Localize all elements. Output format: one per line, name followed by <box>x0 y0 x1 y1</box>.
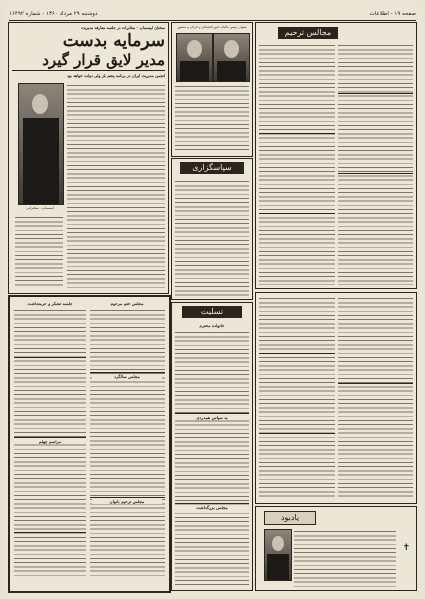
notices-right-col-1 <box>259 296 335 500</box>
page-number: صفحه ۱۹ - اطلاعات <box>369 11 416 17</box>
condolences-header: مجالس ترحیم <box>278 27 338 39</box>
memorial-section <box>255 506 417 591</box>
lead-headline-1: سرمایه بدست <box>62 31 165 51</box>
sympathy-body <box>175 330 249 587</box>
obit-left-col-2 <box>90 308 165 578</box>
issue-date: دوشنبه ۲۹ مرداد ۱۳۶۰ - شماره ۱۶۴۹۲ <box>9 11 98 17</box>
condolences-body-col-left <box>338 43 413 285</box>
memorial-header: یادبود <box>264 511 316 525</box>
lead-kicker: سخنان ابیسماپ - مخابرات در جلسه معارفه مدیریت <box>81 25 165 30</box>
memorial-photo <box>264 529 292 581</box>
obit-center-1-title: خانواده محترم <box>199 323 225 328</box>
memorial-body <box>294 529 396 587</box>
portrait-left <box>176 33 213 82</box>
sympathy-section <box>171 302 253 591</box>
lead-rule <box>12 70 165 71</box>
obit-left-1-title: مجلس ختم مرحوم <box>110 301 144 306</box>
condolences-body-col-right <box>259 43 335 285</box>
newspaper-page <box>3 2 422 596</box>
obit-center-2-title: به سپاس همدردی <box>175 415 249 420</box>
cross-icon: ✝ <box>402 543 410 553</box>
lead-body-column-1 <box>67 83 165 288</box>
lead-headline-2: مدیر لایق قرار گیرد <box>42 51 165 69</box>
lead-subhead: انجمن مدیریت ایران در برنامه پنجم باز ولی دولت خواهد بود <box>66 73 165 78</box>
lead-photo <box>18 83 64 205</box>
obit-left-5-title: مجلس ترحیم بانوان <box>92 499 162 504</box>
appointment-notice <box>171 22 253 157</box>
portrait-right <box>213 33 250 82</box>
masthead <box>9 8 416 21</box>
obit-left-3-title: مجلس سالگرد <box>92 374 162 379</box>
portraits-caption: بعنوان رئیس مالیات امور اقتصادی و دارائی و منشور <box>177 25 247 29</box>
notices-right <box>255 292 417 504</box>
obit-left-2-title: جلسه تشکر و حرمتداشت <box>27 301 73 306</box>
gratitude-header: سپاسگزاری <box>180 162 244 174</box>
lead-story <box>8 22 169 294</box>
condolences-section <box>255 22 417 289</box>
sympathy-header: تسلیت <box>182 306 242 318</box>
obit-left-4-title: مراسم چهلم <box>14 439 86 444</box>
gratitude-section <box>171 158 253 300</box>
obituaries-left <box>8 295 171 593</box>
appointment-body <box>175 84 249 153</box>
lead-photo-caption: ابیسماپ - سخنرانی <box>26 206 54 210</box>
obit-center-3-title: مجلس بزرگداشت <box>175 505 249 510</box>
notices-right-col-2 <box>338 296 413 500</box>
lead-body-column-2 <box>15 215 63 288</box>
gratitude-body <box>175 179 249 296</box>
